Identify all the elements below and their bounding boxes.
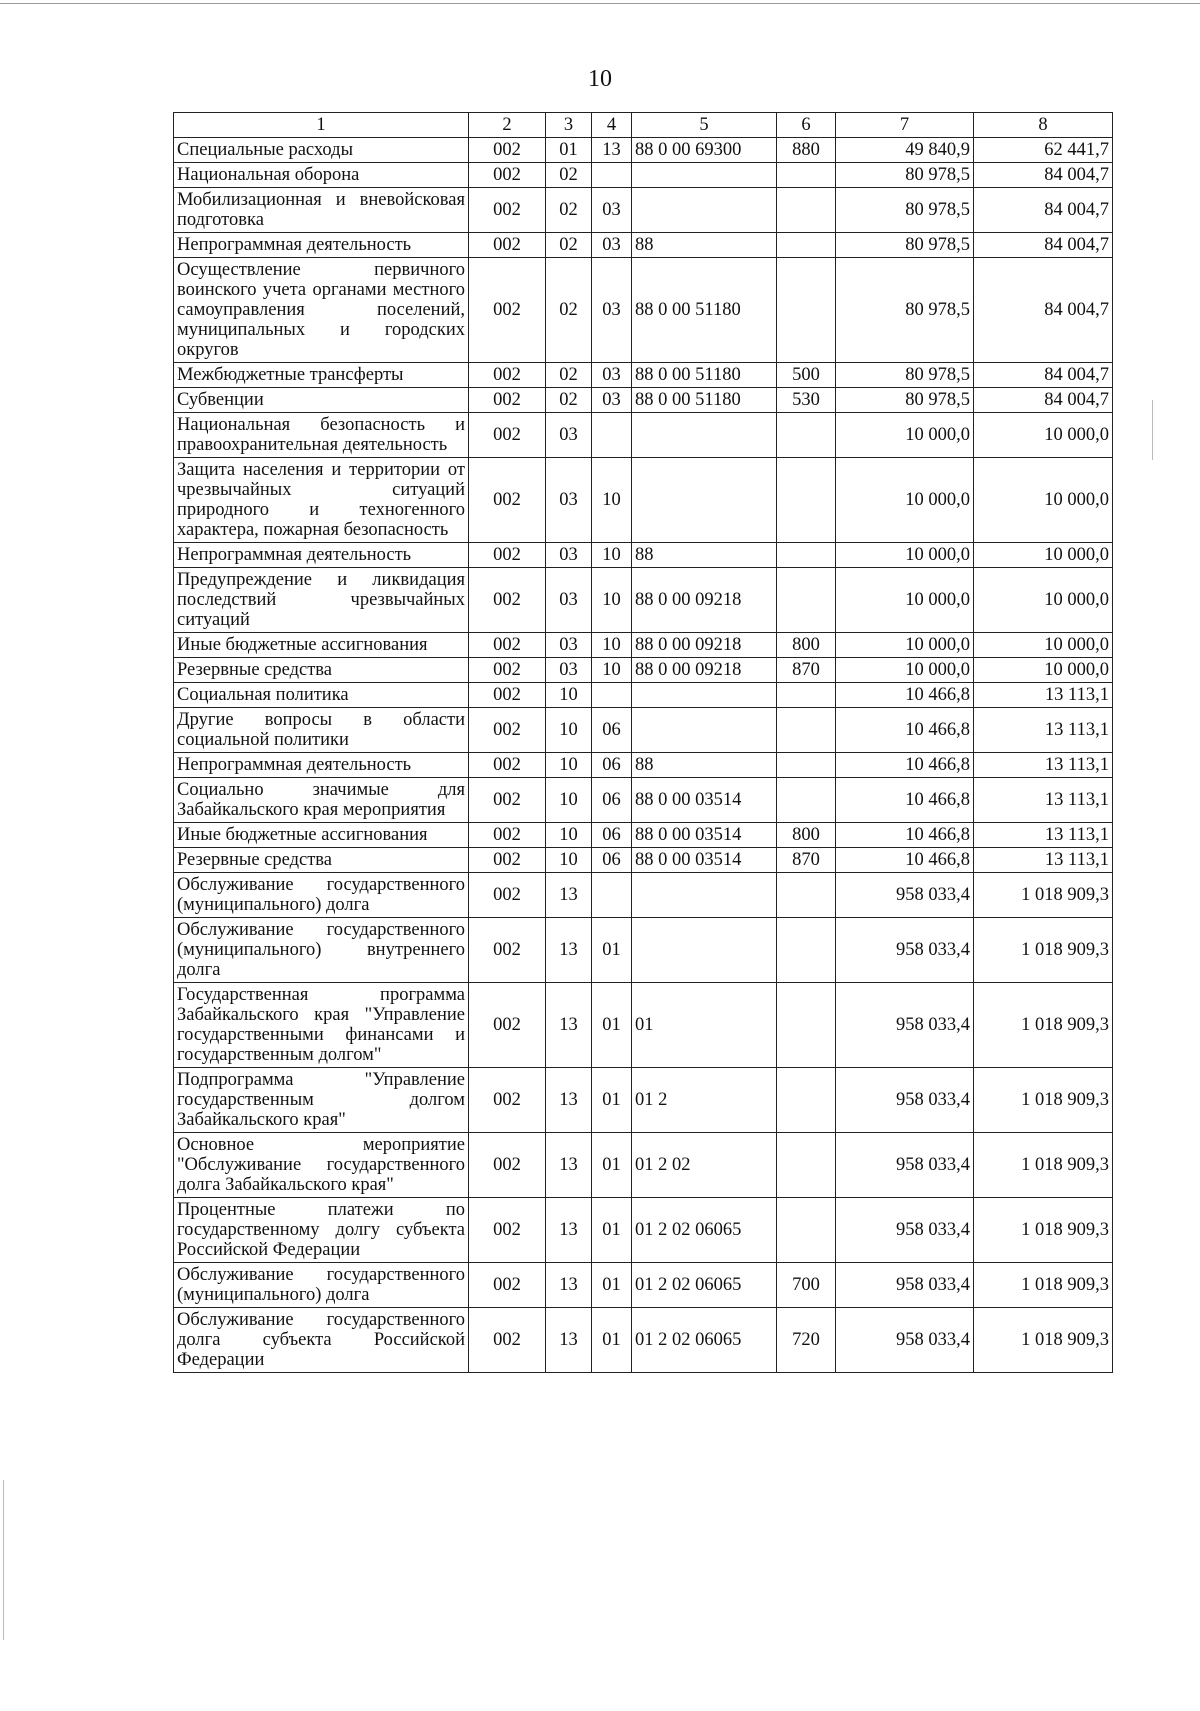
cell-expense-type (777, 1133, 836, 1198)
cell-amount-year2: 1 018 909,3 (974, 1198, 1113, 1263)
table-row (174, 848, 1113, 873)
cell-subsection: 06 (592, 708, 632, 753)
cell-target-code: 88 (632, 753, 777, 778)
table-row (174, 258, 1113, 363)
cell-amount-year1: 10 000,0 (836, 413, 974, 458)
cell-amount-year1: 958 033,4 (836, 873, 974, 918)
cell-amount-year2: 10 000,0 (974, 568, 1113, 633)
cell-section: 02 (546, 188, 592, 233)
cell-amount-year1: 958 033,4 (836, 1133, 974, 1198)
cell-amount-year1: 10 466,8 (836, 683, 974, 708)
cell-admin-code: 002 (469, 568, 546, 633)
cell-subsection: 03 (592, 233, 632, 258)
cell-amount-year2: 1 018 909,3 (974, 1263, 1113, 1308)
cell-amount-year1: 80 978,5 (836, 163, 974, 188)
header-col-8: 8 (974, 113, 1113, 138)
cell-subsection (592, 413, 632, 458)
cell-name: Осуществление первичного воинского учета органами местного самоуправления поселений, муниципальных и городских округов (174, 258, 469, 363)
cell-expense-type (777, 163, 836, 188)
header-col-1: 1 (174, 113, 469, 138)
cell-section: 13 (546, 1133, 592, 1198)
table-row (174, 708, 1113, 753)
cell-admin-code: 002 (469, 138, 546, 163)
cell-admin-code: 002 (469, 753, 546, 778)
cell-expense-type (777, 258, 836, 363)
budget-table (173, 112, 1113, 1373)
cell-name: Непрограммная деятельность (174, 753, 469, 778)
cell-section: 13 (546, 918, 592, 983)
cell-admin-code: 002 (469, 633, 546, 658)
cell-expense-type (777, 683, 836, 708)
cell-expense-type (777, 458, 836, 543)
cell-name: Обслуживание государственного (муниципального) долга (174, 873, 469, 918)
cell-section: 13 (546, 1068, 592, 1133)
cell-target-code: 88 0 00 03514 (632, 823, 777, 848)
table-row (174, 778, 1113, 823)
table-row (174, 1308, 1113, 1373)
cell-target-code: 88 0 00 51180 (632, 388, 777, 413)
cell-name: Социальная политика (174, 683, 469, 708)
cell-section: 13 (546, 1308, 592, 1373)
cell-name: Национальная оборона (174, 163, 469, 188)
cell-amount-year1: 10 000,0 (836, 633, 974, 658)
table-row (174, 1198, 1113, 1263)
cell-expense-type (777, 753, 836, 778)
cell-expense-type (777, 413, 836, 458)
cell-target-code: 01 2 02 (632, 1133, 777, 1198)
cell-subsection: 03 (592, 388, 632, 413)
cell-admin-code: 002 (469, 983, 546, 1068)
cell-expense-type (777, 543, 836, 568)
cell-target-code (632, 873, 777, 918)
cell-target-code: 01 (632, 983, 777, 1068)
table-row (174, 823, 1113, 848)
cell-amount-year1: 80 978,5 (836, 363, 974, 388)
cell-amount-year1: 10 466,8 (836, 848, 974, 873)
header-col-2: 2 (469, 113, 546, 138)
cell-admin-code: 002 (469, 683, 546, 708)
cell-expense-type (777, 233, 836, 258)
cell-target-code (632, 458, 777, 543)
cell-subsection: 06 (592, 848, 632, 873)
cell-section: 10 (546, 823, 592, 848)
cell-amount-year2: 10 000,0 (974, 413, 1113, 458)
cell-subsection: 10 (592, 543, 632, 568)
cell-section: 02 (546, 388, 592, 413)
cell-expense-type: 870 (777, 658, 836, 683)
cell-section: 03 (546, 568, 592, 633)
cell-admin-code: 002 (469, 708, 546, 753)
cell-subsection: 10 (592, 568, 632, 633)
cell-name: Межбюджетные трансферты (174, 363, 469, 388)
cell-amount-year2: 10 000,0 (974, 658, 1113, 683)
cell-admin-code: 002 (469, 918, 546, 983)
cell-section: 13 (546, 1198, 592, 1263)
table-row (174, 413, 1113, 458)
cell-amount-year1: 10 000,0 (836, 568, 974, 633)
cell-section: 03 (546, 543, 592, 568)
cell-expense-type: 700 (777, 1263, 836, 1308)
cell-name: Обслуживание государственного (муниципального) внутреннего долга (174, 918, 469, 983)
cell-amount-year2: 84 004,7 (974, 363, 1113, 388)
cell-admin-code: 002 (469, 658, 546, 683)
table-row (174, 873, 1113, 918)
cell-target-code (632, 683, 777, 708)
cell-target-code: 01 2 (632, 1068, 777, 1133)
cell-subsection: 10 (592, 658, 632, 683)
cell-expense-type: 530 (777, 388, 836, 413)
cell-section: 10 (546, 708, 592, 753)
cell-admin-code: 002 (469, 1198, 546, 1263)
cell-subsection: 03 (592, 188, 632, 233)
cell-expense-type (777, 983, 836, 1068)
cell-section: 10 (546, 848, 592, 873)
cell-name: Подпрограмма "Управление государственным долгом Забайкальского края" (174, 1068, 469, 1133)
cell-amount-year2: 62 441,7 (974, 138, 1113, 163)
cell-expense-type (777, 188, 836, 233)
cell-expense-type (777, 778, 836, 823)
table-row (174, 1263, 1113, 1308)
cell-target-code: 88 0 00 09218 (632, 633, 777, 658)
cell-subsection: 01 (592, 1263, 632, 1308)
cell-target-code: 01 2 02 06065 (632, 1308, 777, 1373)
cell-target-code: 88 0 00 09218 (632, 568, 777, 633)
cell-amount-year2: 84 004,7 (974, 388, 1113, 413)
cell-name: Национальная безопасность и правоохранительная деятельность (174, 413, 469, 458)
cell-subsection: 01 (592, 983, 632, 1068)
cell-admin-code: 002 (469, 778, 546, 823)
cell-name: Иные бюджетные ассигнования (174, 633, 469, 658)
cell-amount-year2: 13 113,1 (974, 708, 1113, 753)
cell-section: 10 (546, 683, 592, 708)
table-row (174, 918, 1113, 983)
cell-name: Резервные средства (174, 658, 469, 683)
header-col-6: 6 (777, 113, 836, 138)
table-row (174, 138, 1113, 163)
cell-target-code (632, 188, 777, 233)
cell-amount-year1: 10 466,8 (836, 753, 974, 778)
cell-subsection: 01 (592, 918, 632, 983)
cell-expense-type: 870 (777, 848, 836, 873)
scan-margin-mark (1152, 400, 1153, 460)
cell-expense-type: 500 (777, 363, 836, 388)
table-row (174, 388, 1113, 413)
cell-name: Субвенции (174, 388, 469, 413)
cell-amount-year2: 13 113,1 (974, 753, 1113, 778)
cell-admin-code: 002 (469, 258, 546, 363)
cell-amount-year2: 84 004,7 (974, 233, 1113, 258)
cell-amount-year2: 84 004,7 (974, 163, 1113, 188)
cell-subsection: 03 (592, 363, 632, 388)
table-row (174, 543, 1113, 568)
cell-section: 02 (546, 163, 592, 188)
cell-section: 03 (546, 458, 592, 543)
table-row (174, 568, 1113, 633)
cell-section: 03 (546, 658, 592, 683)
cell-amount-year1: 958 033,4 (836, 918, 974, 983)
cell-amount-year2: 10 000,0 (974, 543, 1113, 568)
cell-name: Мобилизационная и вневойсковая подготовка (174, 188, 469, 233)
table-row (174, 658, 1113, 683)
cell-expense-type (777, 873, 836, 918)
cell-section: 02 (546, 363, 592, 388)
scan-edge-line (0, 3, 1200, 4)
header-col-4: 4 (592, 113, 632, 138)
cell-admin-code: 002 (469, 1133, 546, 1198)
cell-amount-year1: 10 000,0 (836, 658, 974, 683)
cell-name: Защита населения и территории от чрезвычайных ситуаций природного и техногенного характера, пожарная безопасность (174, 458, 469, 543)
cell-target-code: 88 0 00 69300 (632, 138, 777, 163)
cell-expense-type: 880 (777, 138, 836, 163)
cell-amount-year1: 958 033,4 (836, 1263, 974, 1308)
cell-section: 13 (546, 873, 592, 918)
cell-admin-code: 002 (469, 823, 546, 848)
cell-amount-year1: 958 033,4 (836, 1308, 974, 1373)
cell-section: 03 (546, 413, 592, 458)
cell-amount-year1: 10 466,8 (836, 778, 974, 823)
table-row (174, 683, 1113, 708)
cell-target-code: 01 2 02 06065 (632, 1198, 777, 1263)
cell-section: 13 (546, 983, 592, 1068)
cell-amount-year2: 13 113,1 (974, 778, 1113, 823)
cell-target-code: 88 0 00 51180 (632, 258, 777, 363)
cell-amount-year2: 84 004,7 (974, 258, 1113, 363)
cell-amount-year2: 1 018 909,3 (974, 1308, 1113, 1373)
cell-admin-code: 002 (469, 1068, 546, 1133)
cell-expense-type: 800 (777, 633, 836, 658)
cell-admin-code: 002 (469, 458, 546, 543)
cell-amount-year2: 1 018 909,3 (974, 1068, 1113, 1133)
table-row (174, 363, 1113, 388)
cell-admin-code: 002 (469, 848, 546, 873)
cell-target-code: 88 0 00 03514 (632, 848, 777, 873)
cell-name: Процентные платежи по государственному долгу субъекта Российской Федерации (174, 1198, 469, 1263)
cell-amount-year1: 958 033,4 (836, 983, 974, 1068)
cell-amount-year1: 80 978,5 (836, 388, 974, 413)
cell-name: Предупреждение и ликвидация последствий чрезвычайных ситуаций (174, 568, 469, 633)
cell-section: 13 (546, 1263, 592, 1308)
cell-target-code (632, 918, 777, 983)
cell-amount-year2: 1 018 909,3 (974, 1133, 1113, 1198)
cell-subsection: 06 (592, 778, 632, 823)
cell-section: 10 (546, 778, 592, 823)
cell-amount-year1: 10 466,8 (836, 708, 974, 753)
cell-subsection: 01 (592, 1308, 632, 1373)
cell-target-code: 88 0 00 03514 (632, 778, 777, 823)
cell-target-code: 88 (632, 543, 777, 568)
cell-expense-type: 720 (777, 1308, 836, 1373)
table-header-row (174, 113, 1113, 138)
cell-admin-code: 002 (469, 413, 546, 458)
cell-admin-code: 002 (469, 1308, 546, 1373)
cell-amount-year2: 1 018 909,3 (974, 983, 1113, 1068)
cell-amount-year1: 49 840,9 (836, 138, 974, 163)
cell-name: Непрограммная деятельность (174, 543, 469, 568)
cell-admin-code: 002 (469, 873, 546, 918)
cell-admin-code: 002 (469, 388, 546, 413)
table-row (174, 983, 1113, 1068)
cell-target-code: 88 (632, 233, 777, 258)
scan-margin-mark (3, 1480, 4, 1640)
cell-expense-type (777, 1198, 836, 1263)
cell-subsection: 10 (592, 458, 632, 543)
cell-subsection (592, 873, 632, 918)
table-row (174, 233, 1113, 258)
cell-expense-type (777, 568, 836, 633)
cell-subsection: 13 (592, 138, 632, 163)
cell-amount-year1: 10 466,8 (836, 823, 974, 848)
cell-amount-year1: 80 978,5 (836, 233, 974, 258)
cell-amount-year2: 1 018 909,3 (974, 873, 1113, 918)
cell-name: Непрограммная деятельность (174, 233, 469, 258)
cell-subsection: 01 (592, 1133, 632, 1198)
header-col-7: 7 (836, 113, 974, 138)
cell-target-code (632, 708, 777, 753)
cell-expense-type (777, 708, 836, 753)
cell-subsection: 03 (592, 258, 632, 363)
cell-section: 03 (546, 633, 592, 658)
cell-name: Государственная программа Забайкальского края "Управление государственными финансами и государственным долгом" (174, 983, 469, 1068)
cell-name: Социально значимые для Забайкальского края мероприятия (174, 778, 469, 823)
cell-name: Обслуживание государственного долга субъекта Российской Федерации (174, 1308, 469, 1373)
cell-subsection: 06 (592, 823, 632, 848)
cell-name: Обслуживание государственного (муниципального) долга (174, 1263, 469, 1308)
table-row (174, 188, 1113, 233)
cell-amount-year1: 958 033,4 (836, 1068, 974, 1133)
cell-expense-type (777, 1068, 836, 1133)
cell-subsection: 01 (592, 1068, 632, 1133)
cell-amount-year2: 10 000,0 (974, 458, 1113, 543)
cell-target-code: 01 2 02 06065 (632, 1263, 777, 1308)
cell-admin-code: 002 (469, 543, 546, 568)
header-col-5: 5 (632, 113, 777, 138)
cell-amount-year2: 84 004,7 (974, 188, 1113, 233)
cell-admin-code: 002 (469, 363, 546, 388)
cell-admin-code: 002 (469, 163, 546, 188)
cell-target-code (632, 413, 777, 458)
cell-section: 02 (546, 258, 592, 363)
cell-amount-year1: 10 000,0 (836, 458, 974, 543)
table-body (174, 138, 1113, 1373)
cell-amount-year2: 13 113,1 (974, 848, 1113, 873)
cell-section: 01 (546, 138, 592, 163)
cell-admin-code: 002 (469, 188, 546, 233)
cell-amount-year1: 80 978,5 (836, 258, 974, 363)
cell-target-code: 88 0 00 09218 (632, 658, 777, 683)
cell-target-code: 88 0 00 51180 (632, 363, 777, 388)
cell-amount-year2: 13 113,1 (974, 683, 1113, 708)
table-row (174, 163, 1113, 188)
header-col-3: 3 (546, 113, 592, 138)
cell-admin-code: 002 (469, 1263, 546, 1308)
table-row (174, 753, 1113, 778)
table-row (174, 1133, 1113, 1198)
cell-expense-type: 800 (777, 823, 836, 848)
cell-name: Иные бюджетные ассигнования (174, 823, 469, 848)
cell-target-code (632, 163, 777, 188)
cell-section: 10 (546, 753, 592, 778)
cell-subsection: 06 (592, 753, 632, 778)
table-row (174, 458, 1113, 543)
cell-name: Резервные средства (174, 848, 469, 873)
cell-name: Другие вопросы в области социальной политики (174, 708, 469, 753)
cell-subsection (592, 163, 632, 188)
cell-amount-year2: 1 018 909,3 (974, 918, 1113, 983)
cell-subsection (592, 683, 632, 708)
cell-amount-year1: 10 000,0 (836, 543, 974, 568)
cell-amount-year1: 80 978,5 (836, 188, 974, 233)
cell-admin-code: 002 (469, 233, 546, 258)
table-row (174, 1068, 1113, 1133)
page-number: 10 (588, 66, 612, 92)
cell-amount-year1: 958 033,4 (836, 1198, 974, 1263)
cell-amount-year2: 10 000,0 (974, 633, 1113, 658)
cell-name: Специальные расходы (174, 138, 469, 163)
cell-name: Основное мероприятие "Обслуживание государственного долга Забайкальского края" (174, 1133, 469, 1198)
table-row (174, 633, 1113, 658)
cell-section: 02 (546, 233, 592, 258)
cell-expense-type (777, 918, 836, 983)
cell-amount-year2: 13 113,1 (974, 823, 1113, 848)
cell-subsection: 01 (592, 1198, 632, 1263)
cell-subsection: 10 (592, 633, 632, 658)
